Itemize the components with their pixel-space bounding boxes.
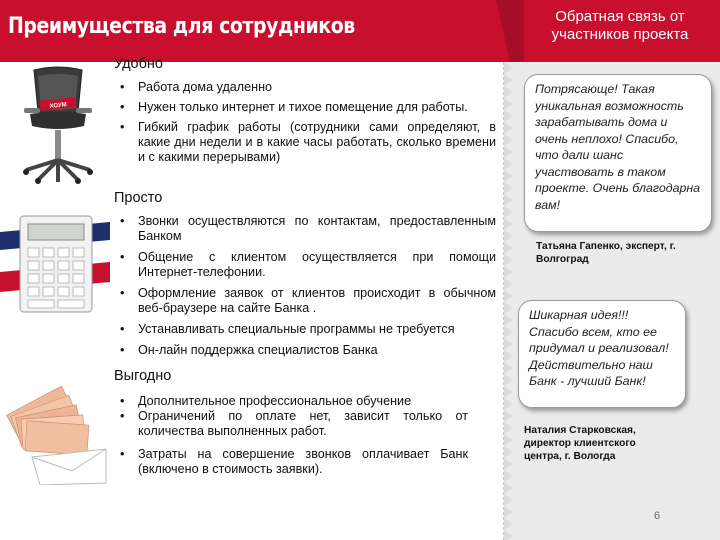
list-item: • Гибкий график работы (сотрудники сами определяют, в какие дни недели и в какие часы работать, сколько времени и с какими перерывами) (120, 120, 496, 165)
list-item: • Нужен только интернет и тихое помещение для работы. (120, 100, 496, 115)
list-item: • Устанавливать специальные программы не требуется (120, 322, 496, 337)
list-item: • Он-лайн поддержка специалистов Банка (120, 343, 496, 358)
page-number: 6 (654, 510, 661, 522)
header-bar (0, 0, 720, 62)
list-item: • Затраты на совершение звонков оплачивает Банк (включено в стоимость заявки). (120, 447, 468, 477)
section-title-convenient: Удобно (114, 56, 163, 72)
feedback-author: Татьяна Гапенко, эксперт, г. Волгоград (536, 241, 676, 265)
feedback-quote: Потрясающе! Такая уникальная возможность зарабатывать дома и очень неплохо! Спасибо, что дали шанс участвовать в таком проекте. Очень благодарна вам! (524, 74, 712, 232)
section-title-profitable: Выгодно (114, 368, 172, 384)
list-item: • Оформление заявок от клиентов происходит в обычном веб-браузере на сайте Банка . (120, 286, 496, 316)
simple-list (120, 214, 496, 358)
banknotes-image (4, 385, 108, 485)
feedback-quote: Шикарная идея!!! Спасибо всем, кто ее придумал и реализовал! Действительно наш Банк - лучший Банк! (518, 300, 686, 408)
profitable-list (120, 394, 468, 477)
page-title: Преимущества для сотрудников (8, 14, 355, 39)
feedback-panel-title: Обратная связь от участников проекта (551, 8, 689, 43)
convenient-list (120, 80, 496, 165)
list-item: • Работа дома удаленно (120, 80, 496, 95)
list-item: • Ограничений по оплате нет, зависит только от количества выполненных работ. (120, 409, 468, 439)
office-chair-image (18, 66, 98, 184)
calculator-image (0, 210, 110, 320)
list-item: • Звонки осуществляются по контактам, предоставленным Банком (120, 214, 496, 244)
list-item: • Дополнительное профессиональное обучение (120, 394, 468, 409)
section-title-simple: Просто (114, 190, 163, 206)
feedback-author: Наталия Старковская, директор клиентского центра, г. Вологда (524, 425, 636, 462)
zigzag-edge (495, 62, 513, 540)
svg-text:ХОУМ: ХОУМ (49, 102, 68, 110)
list-item: • Общение с клиентом осуществляется при помощи Интернет-телефонии. (120, 250, 496, 280)
